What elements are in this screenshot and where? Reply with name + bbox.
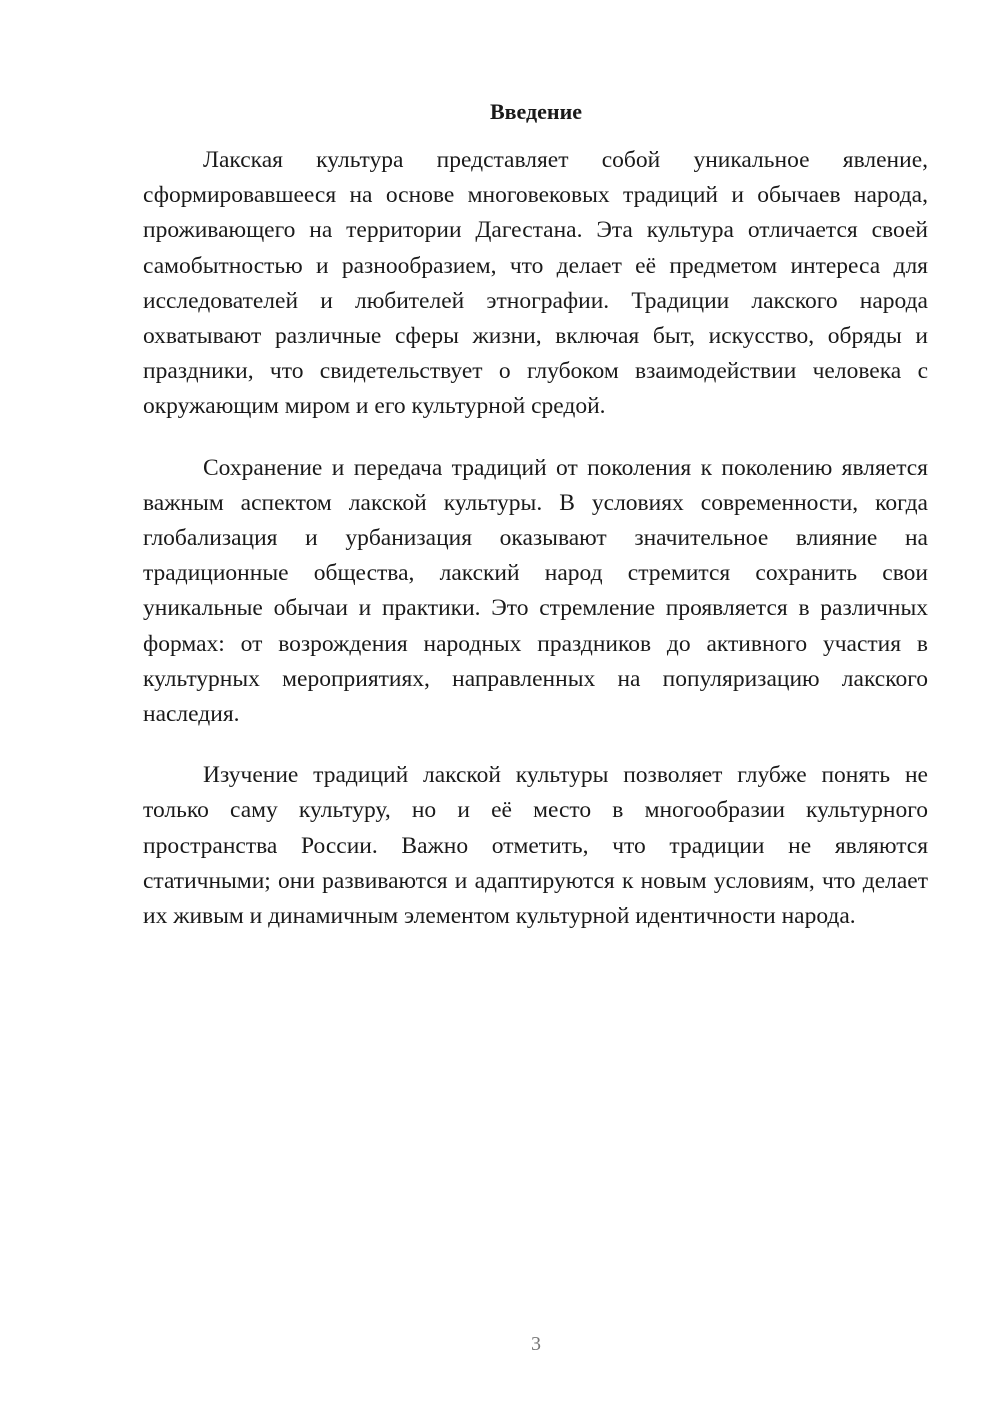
body-text	[143, 143, 928, 960]
paragraph-3: Изучение традиций лакской культуры позволяет глубже понять не только саму культуру, но и её место в многообразии культурного пространства России. Важно отметить, что традиции не являются статичными; они развиваются и адаптируются к новым условиям, что делает их живым и динамичным элементом культурной идентичности народа.	[143, 762, 928, 930]
page-number: 3	[531, 1333, 541, 1355]
paragraph-2: Сохранение и передача традиций от поколения к поколению является важным аспектом лакской культуры. В условиях современности, когда глобализация и урбанизация оказывают значительное влияние на традиционные общества, лакский народ стремится сохранить свои уникальные обычаи и практики. Это стремление проявляется в различных формах: от возрождения народных праздников до активного участия в культурных мероприятиях, направленных на популяризацию лакского наследия.	[143, 454, 928, 728]
page-title: Введение	[489, 99, 583, 124]
paragraph-1: Лакская культура представляет собой уникальное явление, сформировавшееся на основе многовековых традиций и обычаев народа, проживающего на территории Дагестана. Эта культура отличается своей самобытностью и разнообразием, что делает её предметом интереса для исследователей и любителей этнографии. Традиции лакского народа охватывают различные сферы жизни, включая быт, искусство, обряды и праздники, что свидетельствует о глубоком взаимодействии человека с окружающим миром и его культурной средой.	[143, 147, 928, 420]
